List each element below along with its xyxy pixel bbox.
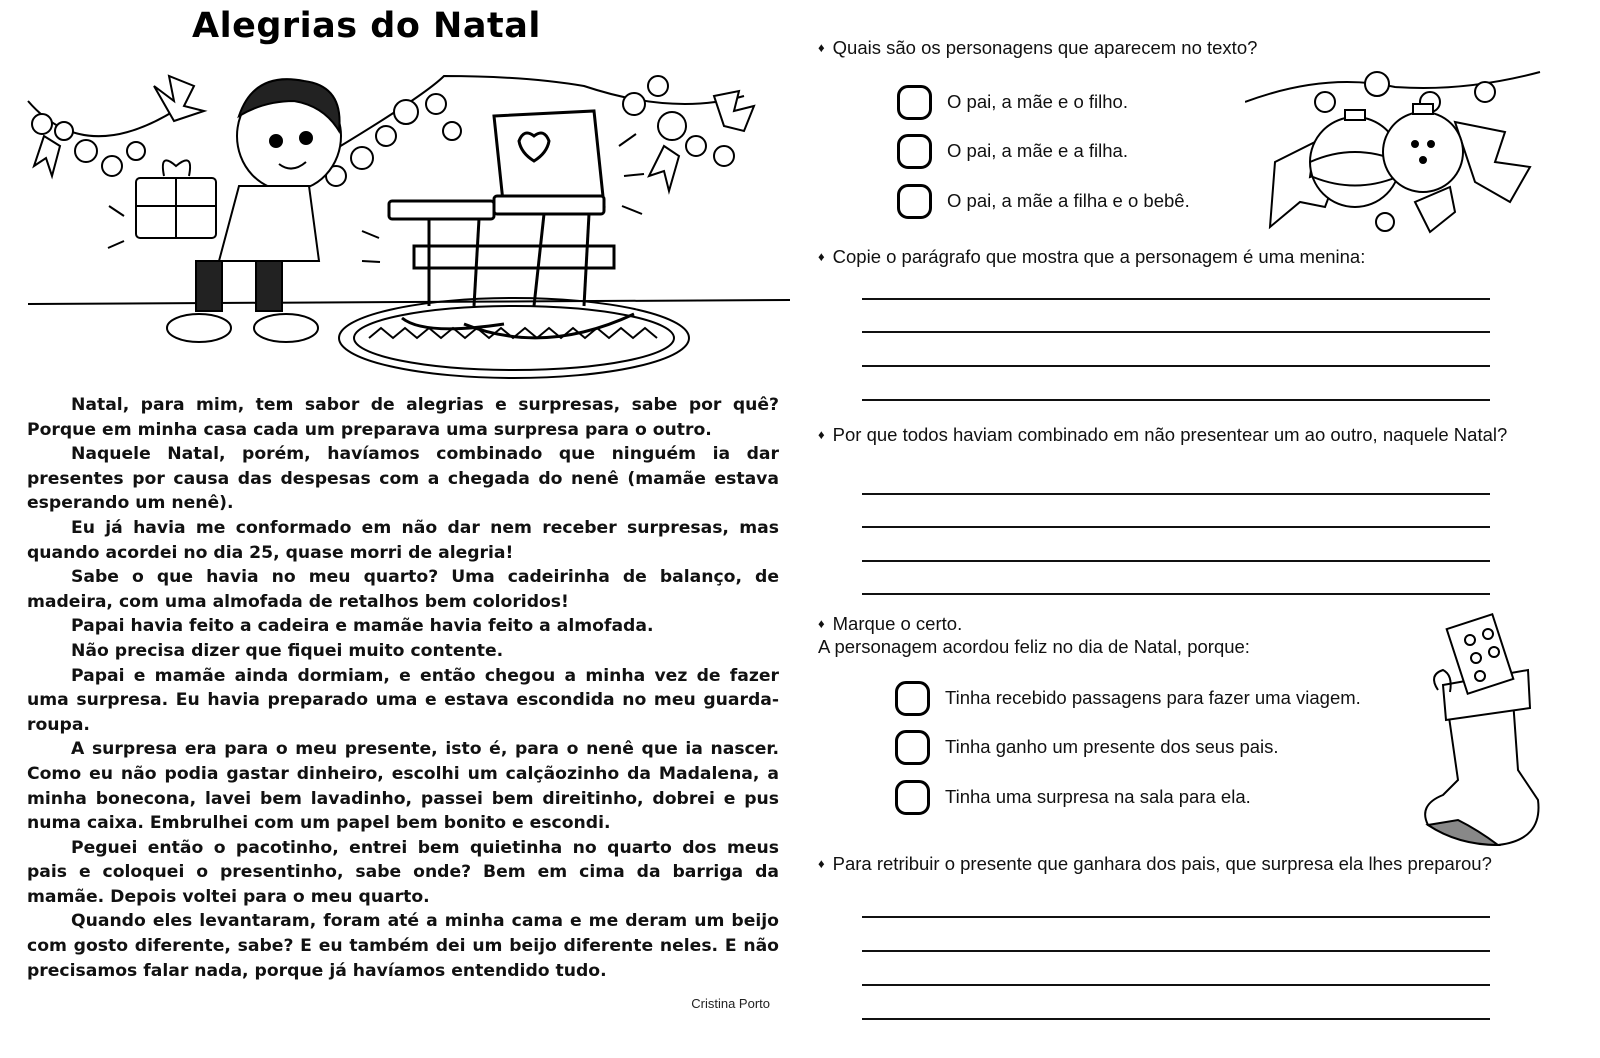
q4-option-2[interactable]: [895, 726, 1279, 768]
story-paragraph: A surpresa era para o meu presente, isto é, para o nenê que ia nascer. Como eu não podia gastar dinheiro, escolhi um calçãozinho da Madalena, a minha bonecona, lavei bem lavadinho, passei bem direitinho, dobrei e pus numa caixa. Embrulhei com um papel bem bonito e escondi.: [27, 739, 779, 834]
question-2-text: Copie o parágrafo que mostra que a personagem é uma menina:: [832, 246, 1366, 267]
answer-line[interactable]: [862, 399, 1490, 401]
story-paragraph: Naquele Natal, porém, havíamos combinado que ninguém ia dar presentes por causa das despesas com a chegada do nenê (mamãe estava esperando um nenê).: [27, 444, 779, 514]
story-paragraph: Não precisa dizer que fiquei muito contente.: [71, 640, 504, 661]
question-4: [818, 612, 962, 636]
question-1-text: Quais são os personagens que aparecem no texto?: [832, 37, 1258, 58]
answer-line[interactable]: [862, 984, 1490, 986]
story-paragraph: Quando eles levantaram, foram até a minha cama e me deram um beijo com gosto diferente, sabe? E eu também dei um beijo diferente neles. E não precisamos falar nada, porque já havíamos entendido tudo.: [27, 911, 779, 981]
question-2: [818, 245, 1365, 269]
answer-line[interactable]: [862, 331, 1490, 333]
answer-line[interactable]: [862, 365, 1490, 367]
answer-line[interactable]: [862, 593, 1490, 595]
question-5: [818, 852, 1492, 876]
checkbox[interactable]: [897, 184, 932, 219]
question-3: [818, 423, 1548, 447]
checkbox[interactable]: [895, 730, 930, 765]
answer-line[interactable]: [862, 560, 1490, 562]
q4-option-2-label: Tinha ganho um presente dos seus pais.: [945, 736, 1279, 757]
ornaments-illustration-icon: [1245, 62, 1545, 242]
answer-line[interactable]: [862, 526, 1490, 528]
question-4-text: Marque o certo.: [832, 613, 963, 634]
question-1: [818, 36, 1257, 60]
question-4-subtext: A personagem acordou feliz no dia de Natal, porque:: [818, 636, 1250, 657]
answer-line[interactable]: [862, 1018, 1490, 1020]
q4-option-3-label: Tinha uma surpresa na sala para ela.: [945, 786, 1251, 807]
story-text: [27, 393, 779, 983]
q1-option-2[interactable]: [897, 130, 1128, 172]
q4-option-1[interactable]: [895, 677, 1361, 719]
question-3-text: Por que todos haviam combinado em não presentear um ao outro, naquele Natal?: [832, 424, 1508, 445]
story-paragraph: Eu já havia me conformado em não dar nem receber surpresas, mas quando acordei no dia 25, quase morri de alegria!: [27, 517, 779, 563]
bullet-icon: ♦: [818, 427, 825, 442]
q4-option-3[interactable]: [895, 776, 1251, 818]
answer-line[interactable]: [862, 950, 1490, 952]
checkbox[interactable]: [895, 780, 930, 815]
story-paragraph: Papai e mamãe ainda dormiam, e então chegou a minha vez de fazer uma surpresa. Eu havia preparado uma e estava escondida no meu guarda-roupa.: [27, 665, 779, 735]
q1-option-3[interactable]: [897, 180, 1190, 222]
story-paragraph: Peguei então o pacotinho, entrei bem quietinha no quarto dos meus pais e coloquei o presentinho, sabe onde? Bem em cima da barriga da mamãe. Depois voltei para o meu quarto.: [27, 837, 779, 907]
q1-option-1[interactable]: [897, 81, 1128, 123]
story-paragraph: Papai havia feito a cadeira e mamãe havia feito a almofada.: [71, 616, 654, 637]
answer-line[interactable]: [862, 298, 1490, 300]
checkbox[interactable]: [895, 681, 930, 716]
q1-option-1-label: O pai, a mãe e o filho.: [947, 91, 1128, 112]
checkbox[interactable]: [897, 134, 932, 169]
bullet-icon: ♦: [818, 616, 825, 631]
story-paragraph: Natal, para mim, tem sabor de alegrias e surpresas, sabe por quê? Porque em minha casa cada um preparava uma surpresa para o outro.: [27, 395, 779, 440]
bullet-icon: ♦: [818, 249, 825, 264]
christmas-stocking-icon: [1418, 600, 1548, 850]
answer-line[interactable]: [862, 493, 1490, 495]
garland-left-icon: [28, 76, 204, 176]
q1-option-3-label: O pai, a mãe a filha e o bebê.: [947, 190, 1190, 211]
bullet-icon: ♦: [818, 856, 825, 871]
christmas-illustration: [24, 56, 794, 391]
story-author: Cristina Porto: [691, 996, 770, 1011]
checkbox[interactable]: [897, 85, 932, 120]
page-title: Alegrias do Natal: [192, 6, 541, 46]
bullet-icon: ♦: [818, 40, 825, 55]
q1-option-2-label: O pai, a mãe e a filha.: [947, 140, 1128, 161]
q4-option-1-label: Tinha recebido passagens para fazer uma viagem.: [945, 687, 1361, 708]
question-5-text: Para retribuir o presente que ganhara dos pais, que surpresa ela lhes preparou?: [832, 853, 1492, 874]
story-paragraph: Sabe o que havia no meu quarto? Uma cadeirinha de balanço, de madeira, com uma almofada de retalhos bem coloridos!: [27, 567, 779, 612]
answer-line[interactable]: [862, 916, 1490, 918]
